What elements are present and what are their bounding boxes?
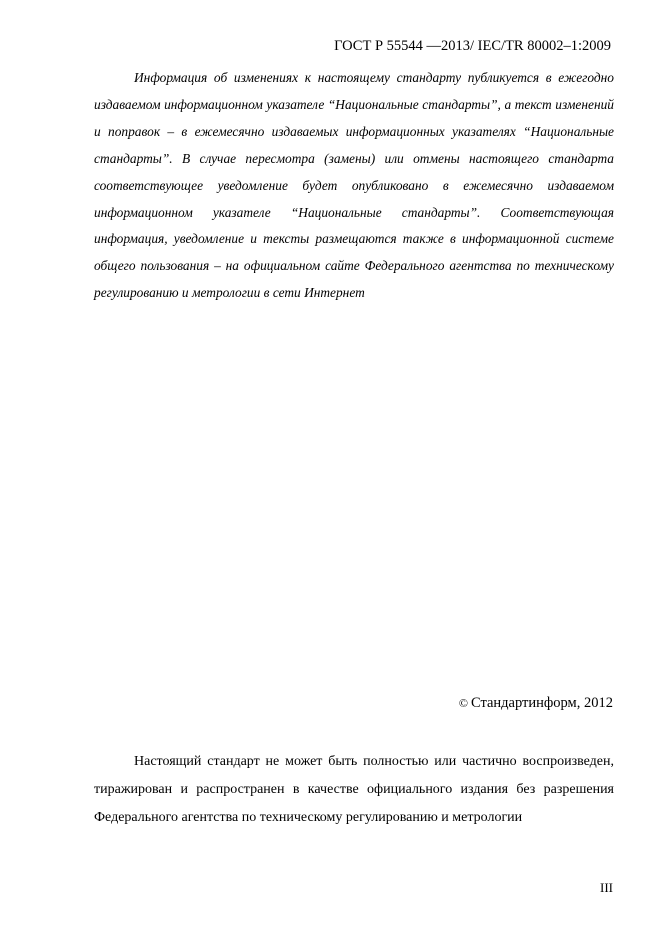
copyright-line	[459, 695, 613, 712]
document-header	[334, 38, 611, 55]
standard-designation: ГОСТ Р 55544 —2013/ IEC/TR 80002–1:2009	[334, 38, 611, 54]
amendments-notice-paragraph: Информация об изменениях к настоящему стандарту публикуется в ежегодно издаваемом информационном указателе “Национальные стандарты”, а текст изменений и поправок – в ежемесячно издаваемых информационных указателях “Национальные стандарты”. В случае пересмотра (замены) или отмены настоящего стандарта соответствующее уведомление будет опубликовано в ежемесячно издаваемом информационном указателе “Национальные стандарты”. Соответствующая информация, уведомление и тексты размещаются также в информационной системе общего пользования – на официальном сайте Федерального агентства по техническому регулированию и метрологии в сети Интернет	[94, 70, 614, 301]
page-number: III	[600, 880, 613, 895]
reproduction-rights-paragraph: Настоящий стандарт не может быть полностью или частично воспроизведен, тиражирован и распространен в качестве официального издания без разрешения Федерального агентства по техническому регулированию и метрологии	[94, 754, 614, 825]
copyright-icon: ©	[458, 696, 468, 710]
copyright-holder: Стандартинформ, 2012	[470, 695, 613, 711]
